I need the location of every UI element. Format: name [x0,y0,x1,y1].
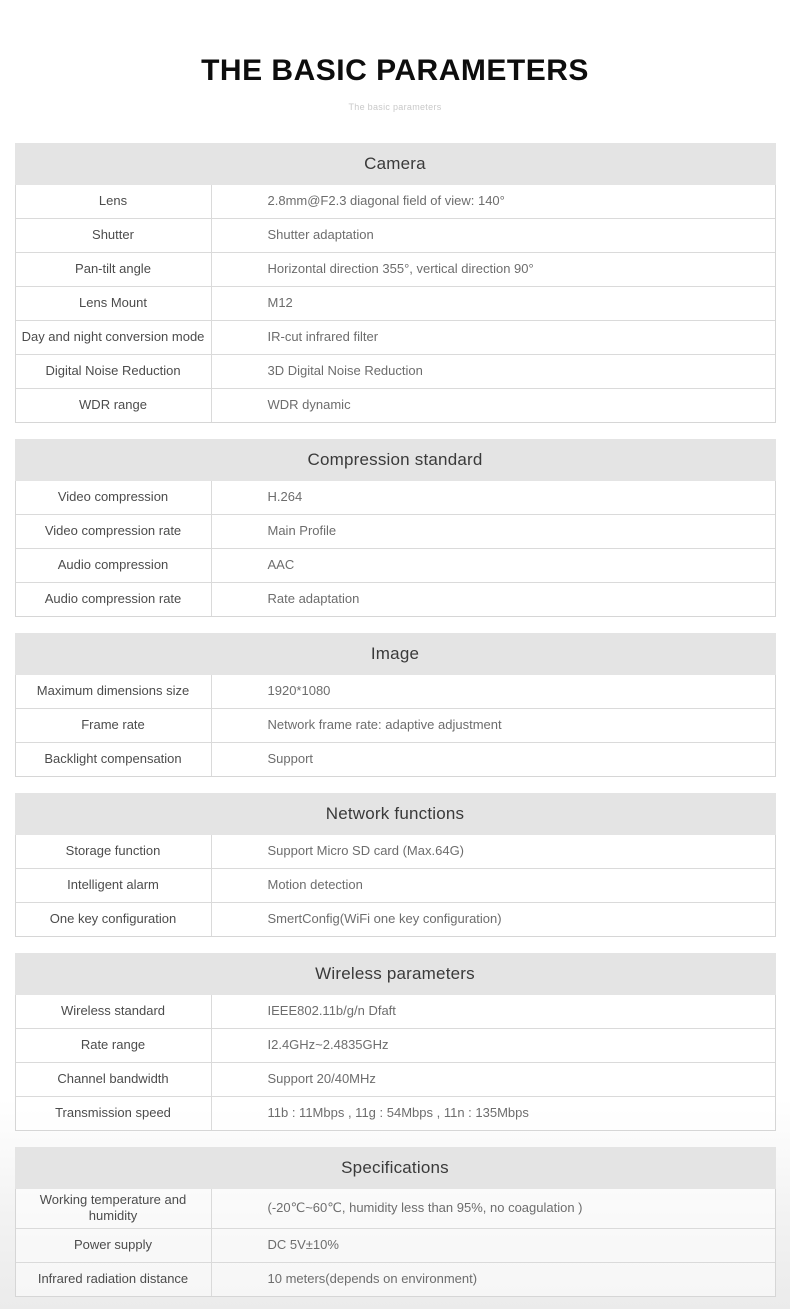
spec-value: IEEE802.11b/g/n Dfaft [267,1003,396,1019]
spec-value: DC 5V±10% [267,1236,339,1252]
spec-label: Frame rate [16,709,212,742]
spec-label: Rate range [16,1029,212,1062]
section-rows [15,835,776,937]
table-row [16,218,775,252]
spec-label: Lens [16,185,212,218]
table-row [16,835,775,868]
spec-label: Pan-tilt angle [16,253,212,286]
table-row [16,1062,775,1096]
section-rows [15,1189,776,1297]
spec-value: Support [267,751,314,767]
table-row [16,320,775,354]
spec-label: Power supply [16,1229,212,1262]
spec-label: Intelligent alarm [16,869,212,902]
spec-value: 3D Digital Noise Reduction [267,363,423,379]
spec-label: Channel bandwidth [16,1063,212,1096]
spec-value: M12 [267,295,293,311]
spec-label: One key configuration [16,903,212,936]
spec-label: Storage function [16,835,212,868]
spec-value: 11b : 11Mbps , 11g : 54Mbps , 11n : 135Mbps [267,1105,529,1121]
spec-label: Wireless standard [16,995,212,1028]
table-row [16,481,775,514]
spec-label: Shutter [16,219,212,252]
section-header-wireless-parameters: Wireless parameters [15,953,776,995]
spec-table-specifications [15,1147,776,1297]
spec-value: Main Profile [267,523,337,539]
spec-value: WDR dynamic [267,397,351,413]
table-row [16,708,775,742]
spec-label: WDR range [16,389,212,422]
table-row [16,1096,775,1130]
spec-value: Horizontal direction 355°, vertical direction 90° [267,261,534,277]
spec-label: Audio compression [16,549,212,582]
spec-value: I2.4GHz~2.4835GHz [267,1037,389,1053]
spec-label: Digital Noise Reduction [16,355,212,388]
spec-value: Network frame rate: adaptive adjustment [267,717,502,733]
spec-value: (-20℃~60℃, humidity less than 95%, no coagulation ) [267,1199,583,1215]
spec-label: Audio compression rate [16,583,212,616]
spec-label: Working temperature and humidity [16,1189,212,1228]
spec-value: AAC [267,557,295,573]
section-rows [15,995,776,1131]
masthead [0,0,790,143]
spec-value: Support 20/40MHz [267,1071,376,1087]
page-subtitle: The basic parameters [348,102,442,112]
spec-table-wireless-parameters [15,953,776,1131]
table-row [16,868,775,902]
table-row [16,1028,775,1062]
spec-value: 10 meters(depends on environment) [267,1270,478,1286]
table-row [16,1228,775,1262]
section-rows [15,185,776,423]
spec-label: Video compression [16,481,212,514]
spec-label: Lens Mount [16,287,212,320]
table-row [16,1262,775,1296]
table-row [16,995,775,1028]
table-row [16,548,775,582]
spec-table-network-functions [15,793,776,937]
table-row [16,1189,775,1228]
spec-table-camera [15,143,776,423]
spec-value: IR-cut infrared filter [267,329,379,345]
section-rows [15,675,776,777]
table-row [16,185,775,218]
table-row [16,675,775,708]
page-title: THE BASIC PARAMETERS [201,54,589,87]
spec-label: Backlight compensation [16,743,212,776]
section-header-camera: Camera [15,143,776,185]
spec-label: Maximum dimensions size [16,675,212,708]
spec-label: Infrared radiation distance [16,1263,212,1296]
section-header-network-functions: Network functions [15,793,776,835]
spec-value: Shutter adaptation [267,227,374,243]
spec-label: Video compression rate [16,515,212,548]
section-header-specifications: Specifications [15,1147,776,1189]
table-row [16,388,775,422]
spec-table-image [15,633,776,777]
section-rows [15,481,776,617]
table-row [16,902,775,936]
table-row [16,582,775,616]
table-row [16,286,775,320]
spec-value: 2.8mm@F2.3 diagonal field of view: 140° [267,193,505,209]
spec-value: Support Micro SD card (Max.64G) [267,843,465,859]
spec-value: Rate adaptation [267,591,360,607]
table-row [16,514,775,548]
spec-value: Motion detection [267,877,363,893]
section-header-compression-standard: Compression standard [15,439,776,481]
spec-label: Transmission speed [16,1097,212,1130]
table-row [16,354,775,388]
section-header-image: Image [15,633,776,675]
spec-label: Day and night conversion mode [16,321,212,354]
spec-value: 1920*1080 [267,683,331,699]
table-row [16,252,775,286]
spec-value: H.264 [267,489,303,505]
spec-table-compression-standard [15,439,776,617]
spec-value: SmertConfig(WiFi one key configuration) [267,911,502,927]
table-row [16,742,775,776]
